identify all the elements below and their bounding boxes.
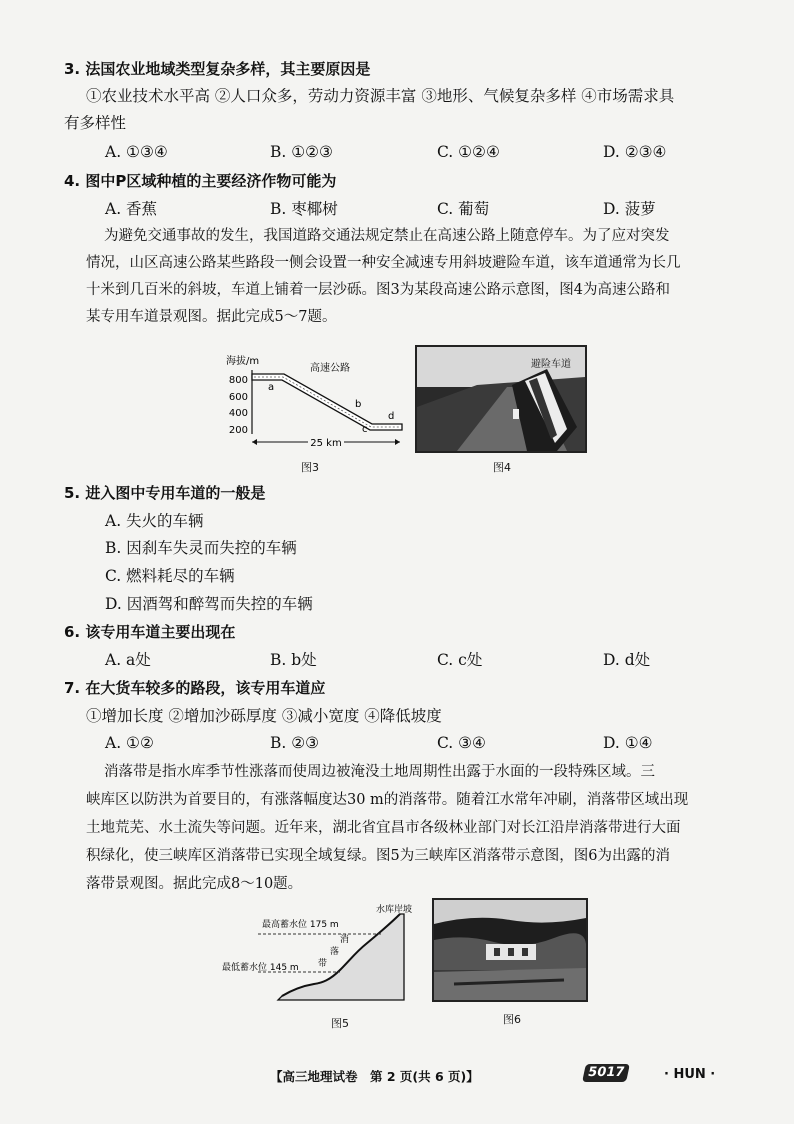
fig5-zone-char-3: 带 [318,959,328,969]
passage2-line3: 土地荒芜、水土流失等问题。近年来，湖北省宜昌市各级林业部门对长江沿岸消落带进行大面 [86,820,681,836]
q7-option-a: A. ①② [105,734,154,752]
fig3-ylabel: 海拔/m [226,356,260,367]
q4-option-d: D. 菠萝 [603,200,656,218]
q6-option-c: C. c处 [437,651,483,669]
q5-option-b: B. 因刹车失灵而失控的车辆 [105,539,297,557]
fig4-sign-label: 避险车道 [531,359,571,370]
fig3-ytick-800: 800 [228,375,248,386]
region-code: · HUN · [664,1067,716,1082]
q6-option-d: D. d处 [603,651,651,669]
q5-option-c: C. 燃料耗尽的车辆 [105,567,235,585]
q6-stem: 6. 该专用车道主要出现在 [64,623,236,641]
fig5-low-level-label: 最低蓄水位 145 m [222,963,299,973]
passage2-line4: 积绿化，使三峡库区消落带已实现全域复绿。图5为三峡库区消落带示意图，图6为出露的消 [86,848,670,864]
fig5-zone-char-1: 消 [340,935,350,945]
q3-items-line1: ①农业技术水平高 ②人口众多，劳动力资源丰富 ③地形、气候复杂多样 ④市场需求具 [86,87,675,105]
fig6-scene [434,900,586,1000]
q5-stem: 5. 进入图中专用车道的一般是 [64,484,266,502]
passage2-line2: 峡库区以防洪为首要目的，有涨落幅度达30 m的消落带。随着江水常年冲刷，消落带区域出现 [86,792,689,808]
q6-option-b: B. b处 [270,651,317,669]
q4-stem: 4. 图中P区域种植的主要经济作物可能为 [64,172,337,190]
fig5-caption: 图5 [331,1017,349,1030]
fig3-caption: 图3 [301,461,319,474]
q5-option-d: D. 因酒驾和醉驾而失控的车辆 [105,595,313,613]
fig3-highway-road [252,374,402,430]
fig3-point-b: b [355,399,362,410]
fig3-ytick-600: 600 [228,392,248,403]
q5-option-a: A. 失火的车辆 [105,512,204,530]
passage1-line3: 十米到几百米的斜坡，车道上铺着一层沙砾。图3为某段高速公路示意图，图4为高速公路和 [86,282,670,298]
fig3-point-c: c [362,424,368,435]
passage1-line2: 情况，山区高速公路某些路段一侧会设置一种安全减速专用斜坡避险车道，该车道通常为长几 [86,255,681,271]
fig3-diagram [222,352,412,462]
fig4-caption: 图4 [493,461,511,474]
fig4-photo [415,345,587,453]
fig5-diagram [222,900,422,1010]
q3-option-b: B. ①②③ [270,143,333,161]
q7-stem: 7. 在大货车较多的路段，该专用车道应 [64,679,326,697]
q4-option-c: C. 葡萄 [437,200,490,218]
fig6-photo [432,898,588,1002]
q7-option-d: D. ①④ [603,734,653,752]
passage2-line1: 消落带是指水库季节性涨落而使周边被淹没土地周期性出露于水面的一段特殊区域。三 [104,764,655,780]
exam-code-badge: 5017 [582,1064,630,1082]
fig5-bank-label: 水库岸坡 [376,905,413,915]
fig5-high-level-label: 最高蓄水位 175 m [262,920,339,930]
q6-option-a: A. a处 [105,651,151,669]
q7-option-c: C. ③④ [437,734,486,752]
passage1-line1: 为避免交通事故的发生，我国道路交通法规定禁止在高速公路上随意停车。为了应对突发 [104,228,670,244]
fig3-ytick-200: 200 [228,425,248,436]
fig3-road-label: 高速公路 [310,363,350,374]
q3-items-line2: 有多样性 [64,114,127,132]
fig3-point-a: a [268,382,275,393]
passage1-line4: 某专用车道景观图。据此完成5～7题。 [86,309,337,325]
q3-option-d: D. ②③④ [603,143,667,161]
fig3-point-d: d [388,411,395,422]
page-footer-title: 【高三地理试卷 第 2 页(共 6 页)】 [270,1069,479,1084]
fig5-zone-char-2: 落 [330,947,340,957]
fig3-distance-label: 25 km [310,438,342,449]
q3-option-c: C. ①②④ [437,143,500,161]
passage2-line5: 落带景观图。据此完成8～10题。 [86,876,303,892]
q4-option-a: A. 香蕉 [105,200,158,218]
q7-option-b: B. ②③ [270,734,320,752]
fig6-caption: 图6 [503,1013,521,1026]
fig3-ytick-400: 400 [228,408,248,419]
q3-stem: 3. 法国农业地域类型复杂多样，其主要原因是 [64,60,371,78]
q7-items: ①增加长度 ②增加沙砾厚度 ③减小宽度 ④降低坡度 [86,707,442,725]
q4-option-b: B. 枣椰树 [270,200,338,218]
q3-option-a: A. ①③④ [105,143,168,161]
